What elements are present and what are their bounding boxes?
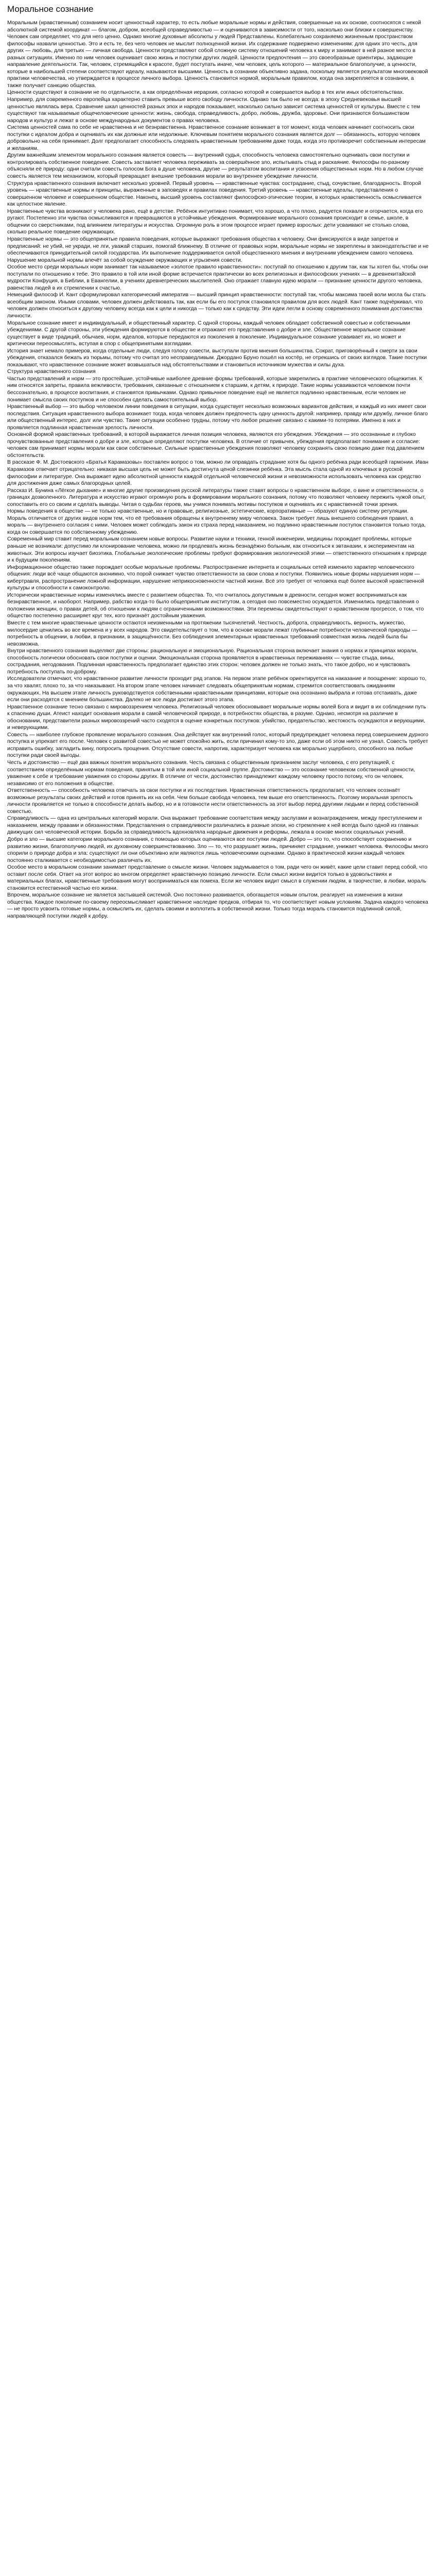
paragraph: Впрочем, моральное сознание не является застывшей системой. Оно постоянно развивается, обогащается новым опытом, реагирует на изменения в жизни общества. Каждое поколение по-своему переосмысливает нравственное наследие предков, отбирая то, что соответствует новым условиям. Задача каждого человека — не просто усвоить готовые нормы, а осмыслить их, сделать своими и воплотить в собственной жизни. Только тогда мораль становится подлинной силой, направляющей поступки людей к добру. xyxy=(7,892,428,919)
paragraph: Моральным (нравственным) сознанием носит ценностный характер, то есть любые моральные нормы и действия, совершенные на их основе, соотносятся с некой абсолютной системой координат — благом, добром, всеобщей справедливостью — и оцениваются в зависимости от того, насколько они близки к совершенству. xyxy=(7,20,421,33)
paragraph: Современный мир ставит перед моральным сознанием новые вопросы. Развитие науки и техники, генной инженерии, медицины порождает проблемы, которые раньше не возникали: допустимо ли клонирование человека, можно ли продлевать жизнь безнадёжно больным, как относиться к эвтаназии, к экспериментам на животных. Эти вопросы изучает биоэтика. Глобальные экологические проблемы требуют формирования экологической этики — ответственного отношения к природе и к будущим поколениям. xyxy=(7,536,427,564)
paragraph: Рассказ И. Бунина «Лёгкое дыхание» и многие другие произведения русской литературы также ставят вопросы о нравственном выборе, о вине и ответственности, о границах дозволенного. Литература и искусство играют огромную роль в формировании морального сознания, потому что позволяют человеку пережить чужой опыт, сопоставить его со своим и сделать выводы. Читая о судьбах героев, мы учимся понимать мотивы поступков и оценивать их с нравственной точки зрения. xyxy=(7,487,426,507)
paragraph: В рассказе Ф. М. Достоевского «Братья Карамазовы» поставлен вопрос о том, можно ли оправдать страдание хотя бы одного ребёнка ради всеобщей гармонии. Иван Карамазов отвечает отрицательно: никакая высшая цель не может быть достигнута ценой слезинки ребёнка. Эта мысль стала одной из ключевых в русской философии и литературе. Она выражает идею абсолютной ценности каждой отдельной человеческой жизни и невозможности использовать человека как средство для достижения даже самых благородных целей. xyxy=(7,459,429,487)
paragraph: Добро и зло — высшие категории морального сознания, с помощью которых оцениваются все поступки людей. Добро — это то, что способствует сохранению и развитию жизни, благополучию людей, их духовному совершенствованию. Зло — то, что разрушает жизнь, причиняет страдание, унижает человека. Философы много спорили о природе добра и зла: существуют ли они объективно или являются лишь человеческими оценками. Однако в практической жизни каждый человек постоянно сталкивается с необходимостью различать их. xyxy=(7,836,428,863)
paragraph: Основной формой нравственных требований, в которой выражается личная позиция человека, являются его убеждения. Убеждения — это осознанные и глубоко прочувствованные представления о добре и зле, которые определяют поступки человека. В отличие от привычек, убеждения предполагают понимание и согласие: человек сам принимает нормы морали как свои собственные. Сильные нравственные убеждения позволяют человеку сохранять свою позицию даже под давлением обстоятельств. xyxy=(7,431,425,459)
paragraph: Структура нравственного сознания включает несколько уровней. Первый уровень — нравственные чувства: сострадание, стыд, сочувствие, благодарность. Второй уровень — нравственные нормы и принципы, выраженные в заповедях и правилах поведения. Третий уровень — нравственные идеалы, представления о совершенном человеке и совершенном обществе. Наконец, высший уровень составляют философско-этические теории, в которых нравственность осмысливается как целостное явление. xyxy=(7,180,422,208)
paragraph: Немецкий философ И. Кант сформулировал категорический императив — высший принцип нравственности: поступай так, чтобы максима твоей воли могла бы стать всеобщим законом. Иными словами, человек должен действовать так, как если бы его поступок становился правилом для всех людей. Кант также подчёркивал, что человек должен относиться к другому человеку всегда как к цели и никогда — только как к средству. Эти идеи легли в основу современного понимания достоинства личности. xyxy=(7,292,426,319)
section-heading: Структура нравственного сознания xyxy=(7,368,96,375)
paragraph: Внутри нравственного сознания выделяют две стороны: рациональную и эмоциональную. Рациональная сторона включает знания о нормах и принципах морали, способность логически обосновать свои поступки и оценки. Эмоциональная сторона проявляется в нравственных переживаниях — чувстве стыда, вины, сострадания, негодования. Подлинная нравственность предполагает единство этих сторон: человек должен не только знать, что такое добро, но и чувствовать потребность поступать по-доброму. xyxy=(7,648,418,675)
paragraph: Другим важнейшим элементом морального сознания является совесть — внутренний судья, способность человека самостоятельно оценивать свои поступки и контролировать собственное поведение. Совесть заставляет человека переживать за совершённое зло, испытывать стыд и раскаяние. Философы по-разному объясняли её природу: одни считали совесть голосом Бога в душе человека, другие — результатом воспитания и усвоения общественных норм. Но в любом случае совесть является тем механизмом, который превращает внешние требования морали во внутреннее убеждение личности. xyxy=(7,152,424,180)
paragraph: Информационное общество также порождает особые моральные проблемы. Распространение интернета и социальных сетей изменило характер человеческого общения: люди всё чаще общаются анонимно, что порой снижает чувство ответственности за свои слова и поступки. Появились новые формы нарушения норм — кибертравля, распространение ложной информации, нарушение неприкосновенности частной жизни. Всё это требует от человека ещё более высокой нравственной культуры и способности к самоконтролю. xyxy=(7,564,424,591)
paragraph: Ценности существуют в сознании не по отдельности, а как определённая иерархия, согласно которой и совершается выбор в тех или иных обстоятельствах. Например, для современного европейца характерно ставить превыше всего свободу личности. Однако так было не всегда: в эпоху Средневековья высшей ценностью являлась вера. Сравнение шкал ценностей разных эпох и народов показывает, насколько сильно зависит система ценностей от культуры. Вместе с тем существуют так называемые общечеловеческие ценности: жизнь, свобода, справедливость, добро, любовь, дружба, здоровье. Они признаются большинством народов и культур и лежат в основе международных документов о правах человека. xyxy=(7,89,421,124)
paragraph: Частью представлений и норм — это простейшие, устойчивые наиболее древние формы требований, которые закрепились в практике человеческого общежития. К ним относятся запреты, правила вежливости, требования, связанные с отношением к старшим, к детям, к природе. Такие нормы усваиваются человеком почти бессознательно, в процессе воспитания, и становятся привычками. Однако привычное поведение ещё не является подлинно нравственным, если человек не понимает смысла своих поступков и не способен сделать самостоятельный выбор. xyxy=(7,375,423,403)
page-title: Моральное сознание xyxy=(7,4,94,14)
article-body xyxy=(7,20,429,920)
paragraph: Вместе с тем многие нравственные ценности остаются неизменными на протяжении тысячелетий. Честность, доброта, справедливость, верность, мужество, милосердие ценились во все времена и у всех народов. Это свидетельствует о том, что в основе морали лежат глубинные потребности человеческой природы — потребность в общении, в любви, в признании, в защищённости. Без соблюдения элементарных нравственных требований совместная жизнь людей была бы невозможна. xyxy=(7,620,417,647)
paragraph: Исторически нравственные нормы изменялись вместе с развитием общества. То, что считалось допустимым в древности, сегодня может восприниматься как безнравственное, и наоборот. Например, рабство когда-то было общепринятым институтом, а сегодня оно повсеместно осуждается. Изменились представления о положении женщин, о правах детей, об отношении к людям с ограниченными возможностями. Эти перемены свидетельствуют о нравственном прогрессе, о том, что общество постепенно расширяет круг тех, кого признаёт достойным уважения. xyxy=(7,591,424,619)
paragraph: История знает немало примеров, когда отдельные люди, следуя голосу совести, выступали против мнения большинства. Сократ, приговорённый к смерти за свои убеждения, отказался бежать из тюрьмы, потому что считал это несправедливым. Джордано Бруно пошёл на костёр, не отрекшись от своих взглядов. Такие поступки показывают, что нравственное сознание может возвышаться над обстоятельствами и становиться источником мужества и силы духа. xyxy=(7,347,427,368)
paragraph: Ответственность — способность человека отвечать за свои поступки и их последствия. Нравственная ответственность предполагает, что человек осознаёт возможные результаты своих действий и готов принять их на себя. Чем больше свобода человека, тем выше его ответственность. Поэтому моральная зрелость личности проявляется не только в способности делать выбор, но и в готовности нести ответственность за этот выбор перед другими людьми и перед собственной совестью. xyxy=(7,787,418,815)
paragraph: Справедливость — одна из центральных категорий морали. Она выражает требование соответствия между заслугами и вознаграждением, между преступлением и наказанием, между правами и обязанностями. Представления о справедливости различались в разные эпохи, но стремление к ней всегда было одной из главных движущих сил человеческой истории. Борьба за справедливость вдохновляла народные движения и реформы, лежала в основе многих социальных учений. xyxy=(7,815,422,836)
paragraph: Исследователи отмечают, что нравственное развитие личности проходит ряд этапов. На первом этапе ребёнок ориентируется на наказание и поощрение: хорошо то, за что хвалят, плохо то, за что наказывают. На втором этапе человек начинает следовать общепринятым нормам, стремится соответствовать ожиданиям окружающих. На высшем этапе личность руководствуется собственными нравственными принципами, которые она осознанно выбрала и готова отстаивать, даже если они расходятся с мнением большинства. Далеко не все люди достигают этого этапа. xyxy=(7,675,427,703)
paragraph: Особое место среди моральных норм занимает так называемое «золотое правило нравственности»: поступай по отношению к другим так, как ты хотел бы, чтобы они поступали по отношению к тебе. Это правило в той или иной форме встречается практически во всех религиозных и философских учениях — в древнекитайской мудрости Конфуция, в Библии, в Евангелии, в учениях древнегреческих мыслителей. Оно отражает главную идею морали — признание ценности другого человека, равенства людей в их стремлении к счастью. xyxy=(7,264,428,291)
paragraph: Нравственный выбор — это выбор человеком линии поведения в ситуации, когда существует несколько возможных вариантов действия, и каждый из них имеет свои последствия. Ситуация нравственного выбора возникает тогда, когда человек должен предпочесть одну ценность другой: например, правду или дружбу, личное благо или общественный интерес, долг или чувство. Такие ситуации особенно трудны, потому что любое решение связано с какими-то потерями. Именно в них и проявляется подлинная нравственная зрелость личности. xyxy=(7,403,428,431)
paragraph: Честь и достоинство — ещё два важных понятия морального сознания. Честь связана с общественным признанием заслуг человека, с его репутацией, с соответствием определённым нормам поведения, принятым в той или иной социальной группе. Достоинство — это осознание человеком собственной ценности, уважение к себе и требование уважения со стороны других. В отличие от чести, достоинство принадлежит каждому человеку просто потому, что он человек, независимо от его положения в обществе. xyxy=(7,759,415,787)
paragraph: Моральное сознание имеет и индивидуальный, и общественный характер. С одной стороны, каждый человек обладает собственной совестью и собственными убеждениями. С другой стороны, эти убеждения формируются в обществе и отражают его представления о добре и зле. Общественное моральное сознание существует в виде традиций, обычаев, норм, идеалов, которые передаются из поколения в поколение. Индивидуальное сознание усваивает их, но может и критически переосмыслять, вступая в спор с общепринятыми взглядами. xyxy=(7,319,410,347)
paragraph: Нравственные чувства возникают у человека рано, ещё в детстве. Ребёнок интуитивно понимает, что хорошо, а что плохо, радуется похвале и огорчается, когда его ругают. Постепенно эти чувства осмысливаются и превращаются в устойчивые убеждения. Формирование морального сознания происходит в семье, школе, в общении со сверстниками, под влиянием литературы и искусства. Огромную роль в этом процессе играет пример взрослых: дети усваивают не столько слова, сколько реальное поведение окружающих. xyxy=(7,208,423,235)
paragraph: Нормы поведения в обществе — не только нравственные, но и правовые, религиозные, эстетические, корпоративные — образуют единую систему регуляции. Мораль отличается от других видов норм тем, что её требования обращены к внутреннему миру человека. Закон требует лишь внешнего соблюдения правил, а мораль — внутреннего согласия с ними. Человек может соблюдать закон из страха перед наказанием, но подлинно нравственным поступок становится только тогда, когда он совершается по собственному убеждению. xyxy=(7,508,426,535)
paragraph: Совесть — наиболее глубокое проявление морального сознания. Она действует как внутренний голос, который предупреждает человека перед совершением дурного поступка и упрекает его после. Человек с развитой совестью не может спокойно жить, если причинил кому-то зло, даже если об этом никто не узнал. Совесть требует исправить ошибку, загладить вину, попросить прощения. Отсутствие совести, напротив, характеризует человека как морально ущербного, способного на любые поступки ради своей выгоды. xyxy=(7,731,429,759)
paragraph: Система ценностей сама по себе не нравственна и не безнравственна. Нравственное сознание возникает в тот момент, когда человек начинает соотносить свои поступки с идеалом добра и оценивать их как должные или недолжные. Ключевым понятием морального сознания является долг — обязанность, которую человек добровольно на себя принимает. Долг предполагает способность следовать нравственным требованиям даже тогда, когда это противоречит собственным интересам и желаниям. xyxy=(7,124,426,151)
paragraph: Человек сам определяет, что для него ценно. Однако многие духовные абсолюты у людей Представлены. Колебательно сохраняемо жизненным пространством философы назвали ценностью. Это и есть те, без чего человек не мыслит полноценной жизни. Их содержание подвержено изменениям: для одних это честь, для других — любовь, для третьих — личная свобода. Ценности представляют собой сложную систему отношений человека к миру и занимают в ней разное место в разных ситуациях. Именно по ним человек оценивает свою жизнь и поступки других людей. Ценности предпочтения — это своеобразные ориентиры, задающие направление деятельности. Так, человек, стремящийся к красоте, будет поступать иначе, чем человек, цель которого — материальное благополучие, а ценности, которые в наибольшей степени соответствуют идеалу, называются высшими. Ценность в сознании объективно задана, поскольку является результатом многовековой практики человечества, но утверждается в процессе личного выбора. Ценность становится нормой, моральным правилом, когда она закрепляется в сознании, а также получает санкцию общества. xyxy=(7,33,428,89)
page xyxy=(7,0,429,920)
paragraph: Нравственные нормы — это общепринятые правила поведения, которые выражают требования общества к человеку. Они фиксируются в виде запретов и предписаний: не убий, не укради, не лги, уважай старших, помогай ближнему. В отличие от правовых норм, моральные нормы не закреплены в законодательстве и не обеспечиваются принудительной силой государства. Их выполнение поддерживается силой общественного мнения и внутренним убеждением самого человека. Нарушение моральной нормы влечёт за собой осуждение окружающих и угрызения совести. xyxy=(7,235,429,263)
paragraph: Нравственное сознание тесно связано с мировоззрением человека. Религиозный человек обосновывает моральные нормы волей Бога и видит в их соблюдении путь к спасению души. Атеист находит основания морали в самой человеческой природе, в потребностях общества, в разуме. Однако, несмотря на различие в обосновании, представители разных мировоззрений часто сходятся в оценке конкретных поступков: убийство, предательство, жестокость осуждаются и верующими, и неверующими. xyxy=(7,703,426,731)
paragraph: Особое место в моральном сознании занимает представление о смысле жизни. Человек задумывается о том, ради чего он живёт, какие цели ставит перед собой, что оставит после себя. Ответ на этот вопрос во многом определяет нравственную позицию личности. Если смысл жизни видится только в удовольствиях и материальных благах, нравственные требования могут восприниматься как помеха. Если же человек видит смысл в служении людям, в творчестве, в любви, мораль становится естественной частью его жизни. xyxy=(7,864,428,891)
